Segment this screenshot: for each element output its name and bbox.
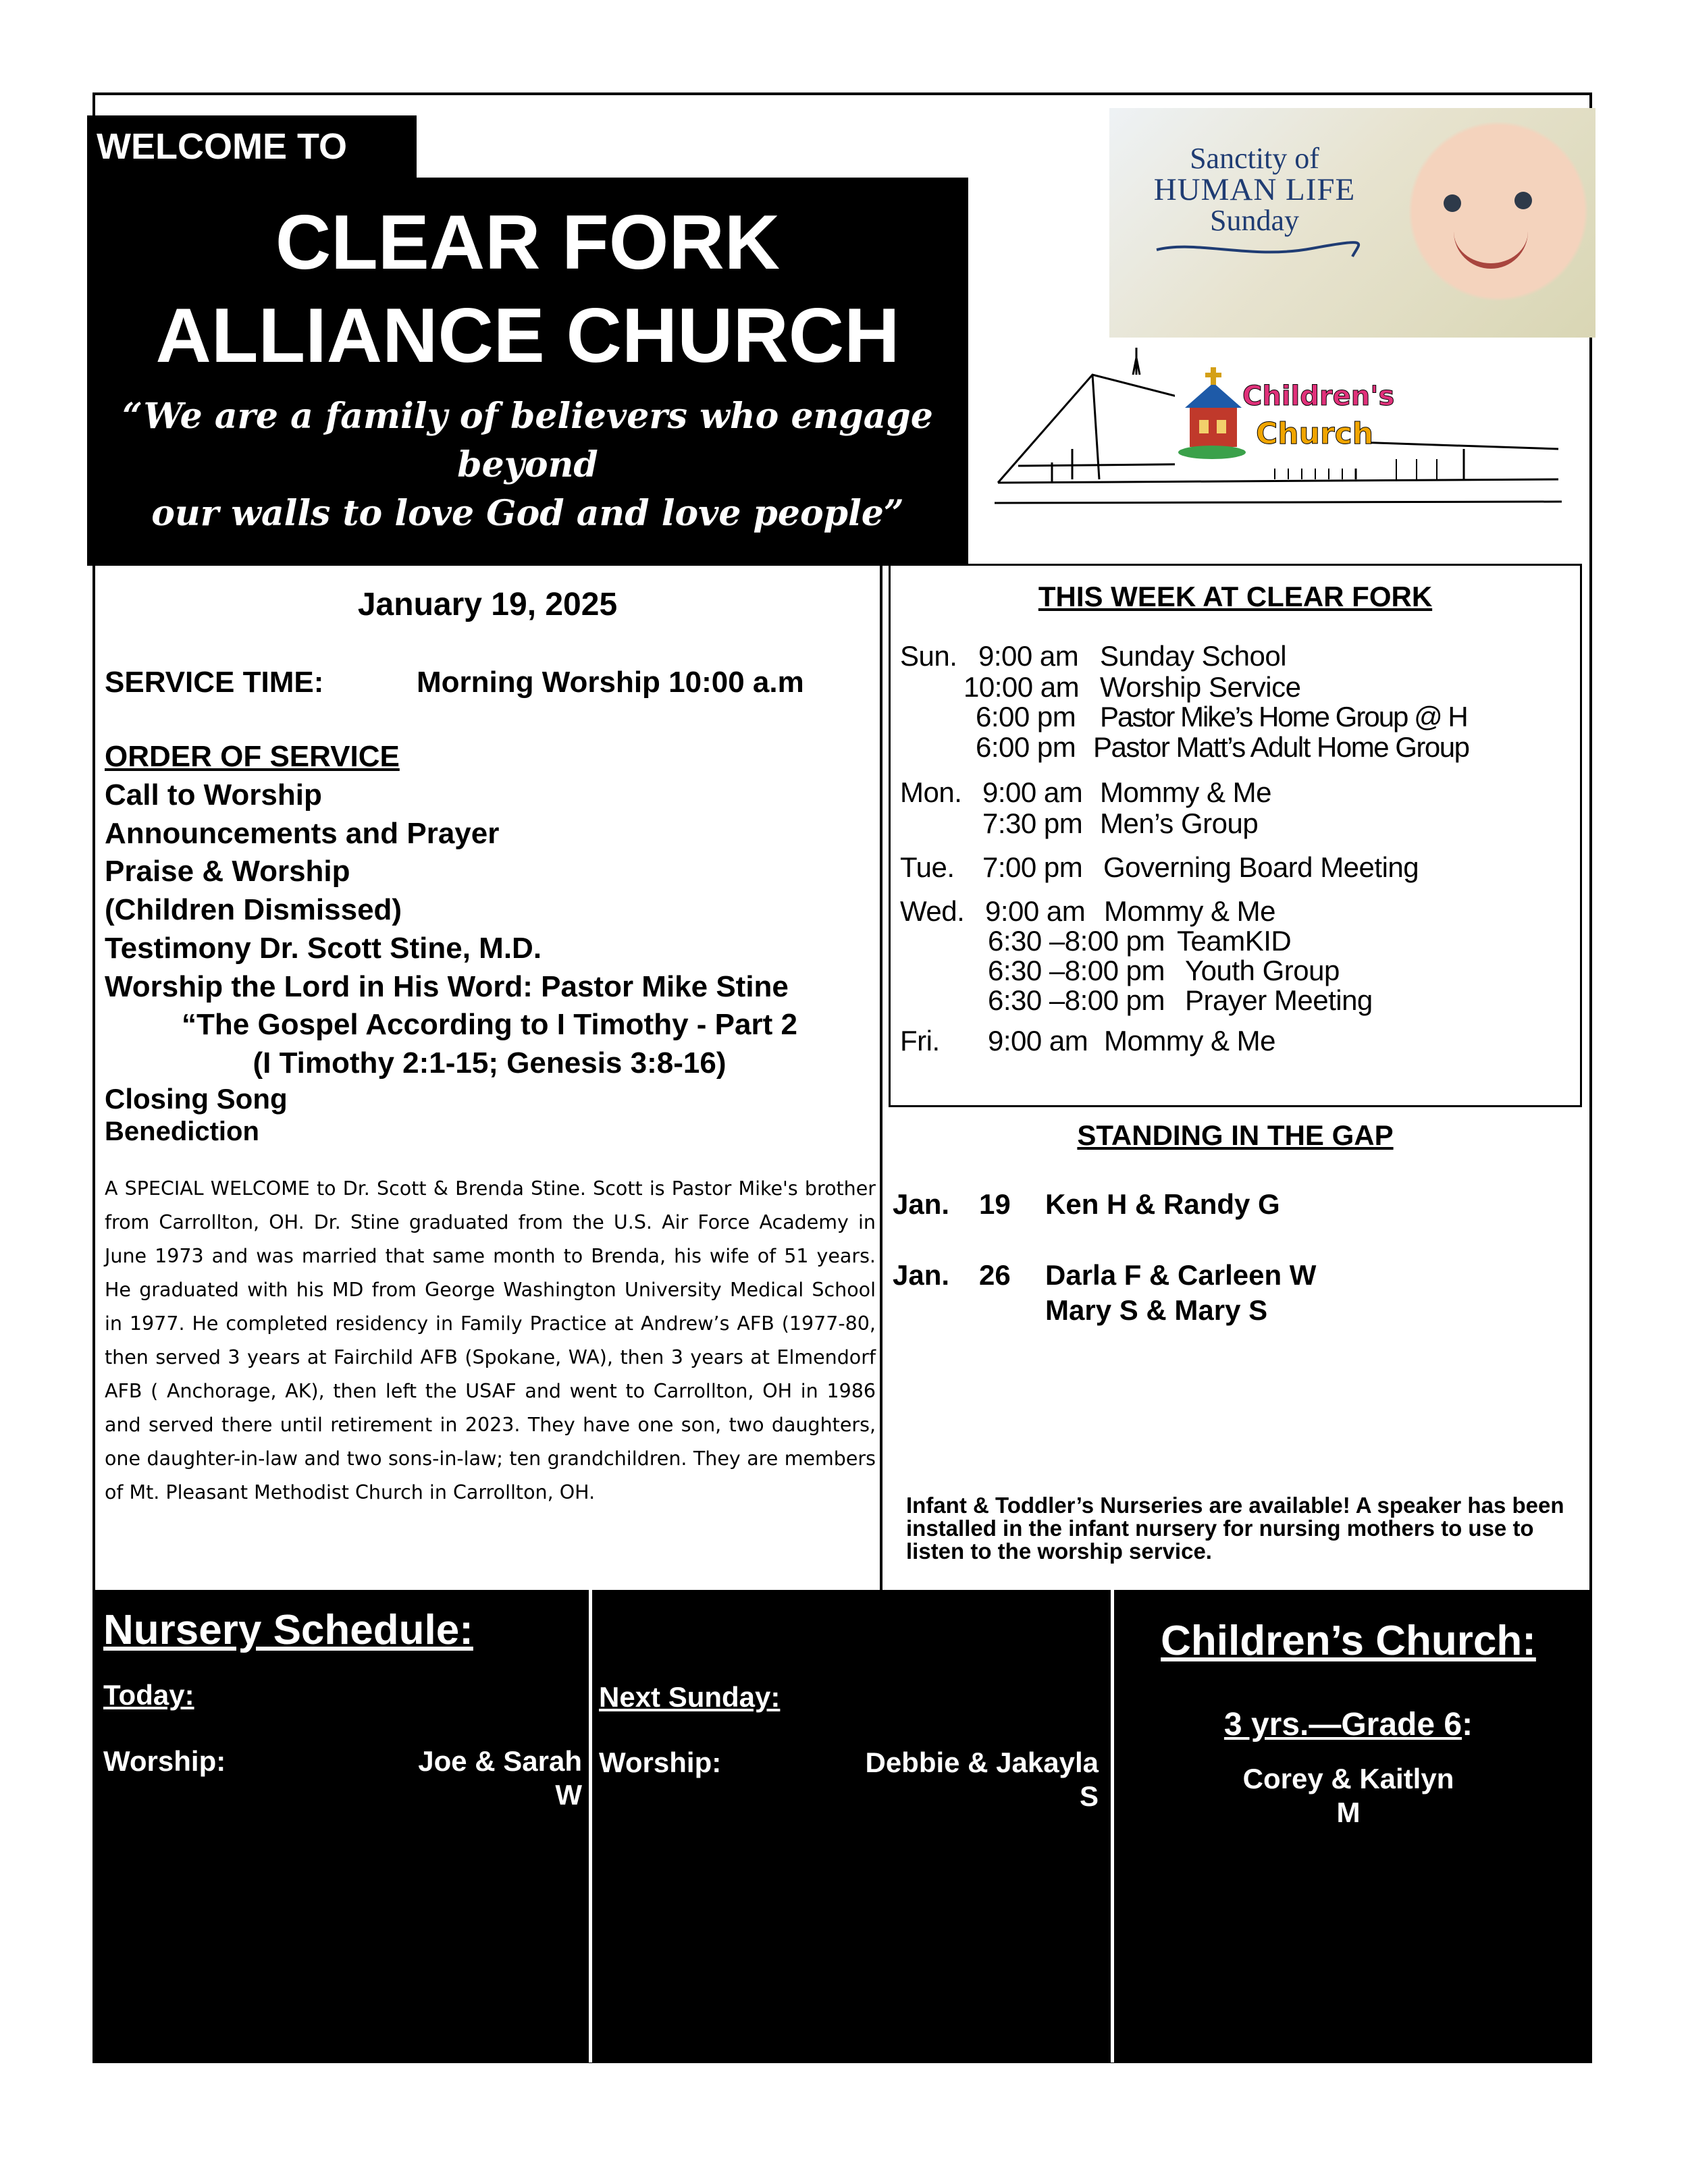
gap-month: Jan. bbox=[893, 1188, 950, 1220]
week-day: Sun. bbox=[900, 640, 957, 672]
service-time-value: Morning Worship 10:00 a.m bbox=[417, 666, 804, 699]
childrens-church-names: Corey & Kaitlyn bbox=[1242, 1763, 1454, 1794]
week-event: Prayer Meeting bbox=[1185, 984, 1373, 1016]
order-item: (I Timothy 2:1-15; Genesis 3:8-16) bbox=[253, 1046, 727, 1080]
order-item: Closing Song bbox=[105, 1082, 288, 1115]
week-time: 9:00 am bbox=[978, 640, 1079, 672]
week-time: 9:00 am bbox=[988, 1025, 1088, 1057]
week-time: 6:30 –8:00 pm bbox=[988, 925, 1165, 957]
sanctity-line-2: HUMAN LIFE bbox=[1153, 172, 1356, 207]
childrens-church-logo-icon bbox=[1175, 352, 1395, 469]
nursery-note: Infant & Toddler’s Nurseries are available! A speaker has been installed in the infant nursery for nursing mothers to use to listen to the worship service. bbox=[906, 1493, 1564, 1564]
week-event: Mommy & Me bbox=[1104, 1025, 1276, 1057]
week-day: Tue. bbox=[900, 851, 955, 883]
sanctity-line-1: Sanctity of bbox=[1190, 142, 1319, 175]
swirl-icon bbox=[1143, 236, 1366, 263]
sanctity-line-3: Sunday bbox=[1210, 204, 1299, 237]
nursery-schedule-title: Nursery Schedule: bbox=[103, 1607, 473, 1653]
childrens-church-logo bbox=[1175, 352, 1395, 469]
week-event: Youth Group bbox=[1185, 955, 1340, 986]
week-time: 9:00 am bbox=[985, 895, 1086, 927]
order-of-service-list bbox=[105, 776, 874, 1148]
order-item: Worship the Lord in His Word: Pastor Mike Stine bbox=[105, 969, 789, 1003]
week-time: 6:00 pm bbox=[976, 731, 1076, 763]
welcome-bio: A SPECIAL WELCOME to Dr. Scott & Brenda Stine. Scott is Pastor Mike's brother from Carrollton, OH. Dr. Stine graduated from the U.S. Air Force Academy in June 1973 and was married that same month to Brenda, his wife of 51 years. He graduated with his MD from George Washington University Medical School in 1977. He completed residency in Family Practice at Andrew’s AFB (1977-80, then served 3 years at Fairchild AFB (Spokane, WA), then 3 years at Elmendorf AFB ( Anchorage, AK), then left the USAF and went to Carrollton, OH in 1986 and served there until retirement in 2023. They have one son, two daughters, one daughter-in-law and two sons-in-law; ten grandchildren. They are members of Mt. Pleasant Methodist Church in Carrollton, OH. bbox=[105, 1177, 876, 1503]
gap-names: Darla F & Carleen W bbox=[1045, 1259, 1317, 1291]
welcome-tab: WELCOME TO bbox=[87, 115, 417, 178]
week-event: Mommy & Me bbox=[1100, 776, 1272, 808]
week-event: Worship Service bbox=[1100, 671, 1301, 703]
next-worship-label: Worship: bbox=[599, 1747, 722, 1778]
sanctity-of-life-image bbox=[1109, 108, 1595, 338]
week-event: Pastor Mike’s Home Group @ H bbox=[1100, 701, 1467, 733]
order-of-service-title: ORDER OF SERVICE bbox=[105, 740, 400, 773]
this-week-box bbox=[889, 564, 1582, 1107]
next-worship-names-2: S bbox=[1079, 1780, 1099, 1812]
week-event: Sunday School bbox=[1100, 640, 1287, 672]
svg-text:Church: Church bbox=[1256, 417, 1374, 451]
week-time: 7:00 pm bbox=[982, 851, 1083, 883]
week-event: Governing Board Meeting bbox=[1103, 851, 1419, 883]
week-time: 6:30 –8:00 pm bbox=[988, 984, 1165, 1016]
week-day: Mon. bbox=[900, 776, 962, 808]
week-day: Fri. bbox=[900, 1025, 940, 1057]
childrens-church-age bbox=[1119, 1706, 1578, 1743]
next-sunday-label: Next Sunday: bbox=[599, 1681, 781, 1713]
week-event: Mommy & Me bbox=[1104, 895, 1276, 927]
week-time: 7:30 pm bbox=[982, 807, 1083, 839]
week-time: 6:00 pm bbox=[976, 701, 1076, 733]
order-item: Praise & Worship bbox=[105, 855, 350, 888]
order-item: Announcements and Prayer bbox=[105, 816, 500, 850]
church-tagline: “We are a family of believers who engage beyond our walls to love God and love people” bbox=[122, 396, 933, 534]
today-label: Today: bbox=[103, 1679, 194, 1711]
week-day: Wed. bbox=[900, 895, 965, 927]
order-item: “The Gospel According to I Timothy - Part 2 bbox=[182, 1008, 797, 1042]
next-worship-names: Debbie & Jakayla bbox=[865, 1747, 1099, 1778]
week-event: Pastor Matt’s Adult Home Group bbox=[1093, 731, 1469, 763]
gap-names: Mary S & Mary S bbox=[1045, 1294, 1268, 1326]
baby-eye-icon bbox=[1444, 194, 1461, 212]
childrens-church-title: Children’s Church: bbox=[1161, 1618, 1536, 1664]
footer-divider bbox=[1111, 1590, 1114, 2062]
week-event: TeamKID bbox=[1177, 925, 1292, 957]
gap-month: Jan. bbox=[893, 1259, 950, 1291]
order-item: Call to Worship bbox=[105, 778, 322, 811]
order-item: (Children Dismissed) bbox=[105, 893, 402, 927]
gap-day: 26 bbox=[979, 1259, 1011, 1291]
childrens-church-names-2: M bbox=[1336, 1796, 1361, 1828]
week-time: 9:00 am bbox=[982, 776, 1083, 808]
childrens-church-age-colon: : bbox=[1462, 1707, 1473, 1742]
service-time-label: SERVICE TIME: bbox=[105, 666, 324, 699]
footer-divider bbox=[589, 1590, 592, 2062]
gap-day: 19 bbox=[979, 1188, 1011, 1220]
baby-smile-icon bbox=[1454, 230, 1528, 269]
order-item: Benediction bbox=[105, 1116, 259, 1146]
today-worship-names-2: W bbox=[555, 1779, 582, 1811]
standing-in-gap-title: STANDING IN THE GAP bbox=[1077, 1119, 1394, 1151]
baby-eye-icon bbox=[1514, 192, 1532, 209]
order-item: Testimony Dr. Scott Stine, M.D. bbox=[105, 931, 542, 965]
gap-names: Ken H & Randy G bbox=[1045, 1188, 1280, 1220]
service-date: January 19, 2025 bbox=[357, 587, 618, 622]
childrens-church-age-text: 3 yrs.—Grade 6 bbox=[1223, 1707, 1462, 1742]
service-column bbox=[93, 566, 882, 1592]
week-time: 6:30 –8:00 pm bbox=[988, 955, 1165, 986]
today-worship-label: Worship: bbox=[103, 1745, 226, 1777]
footer-panel bbox=[93, 1590, 1590, 2062]
svg-text:Children's: Children's bbox=[1242, 381, 1395, 412]
this-week-title: THIS WEEK AT CLEAR FORK bbox=[1038, 581, 1433, 612]
church-name: CLEAR FORK ALLIANCE CHURCH bbox=[155, 200, 900, 379]
sanctity-caption bbox=[1109, 143, 1400, 269]
today-worship-names: Joe & Sarah bbox=[418, 1745, 582, 1777]
week-time: 10:00 am bbox=[964, 671, 1080, 703]
header-banner bbox=[87, 178, 968, 566]
week-event: Men’s Group bbox=[1100, 807, 1259, 839]
